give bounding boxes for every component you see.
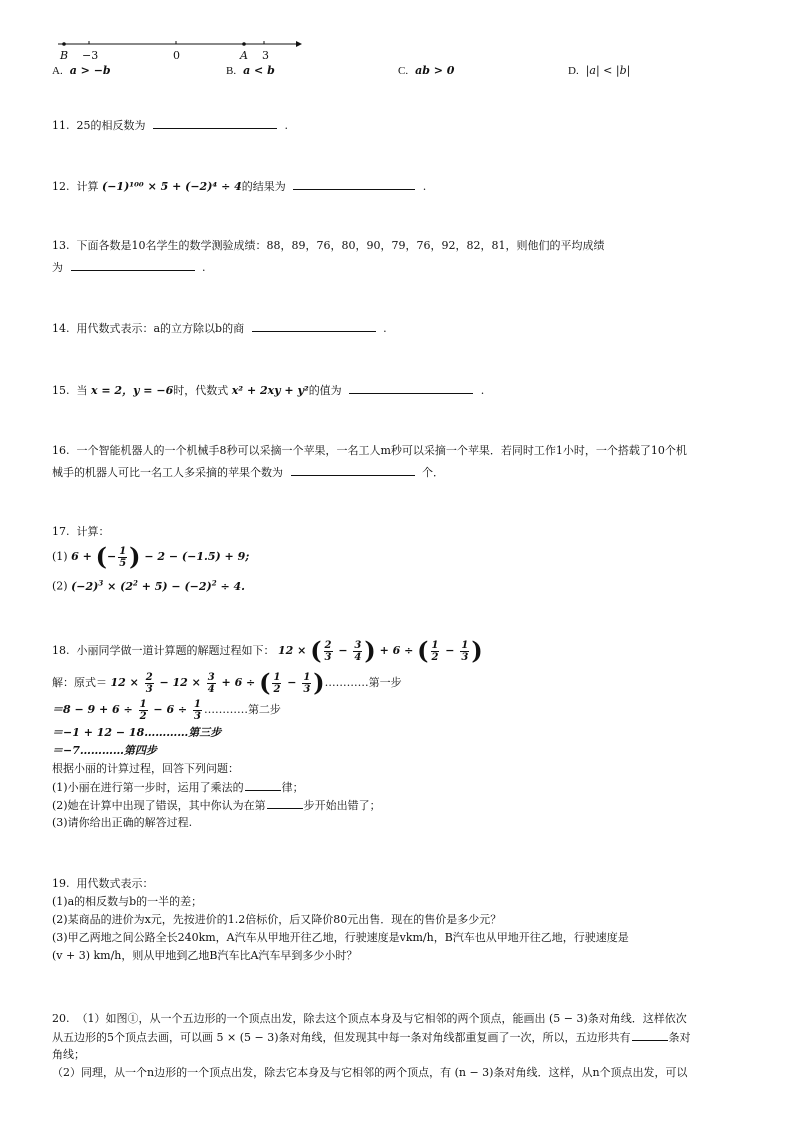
answer-blank[interactable] xyxy=(71,259,195,271)
question-11: 11. 25的相反数为 . xyxy=(52,119,288,132)
number-line-arrow xyxy=(296,41,302,47)
answer-blank[interactable] xyxy=(252,320,376,332)
answer-blank[interactable] xyxy=(349,382,473,394)
label-a: A xyxy=(240,49,248,62)
option-b: B. a < b xyxy=(226,64,275,77)
point-b-dot xyxy=(62,42,66,46)
question-19-title: 19. 用代数式表示： xyxy=(52,877,154,890)
question-13-line1: 13. 下面各数是10名学生的数学测验成绩：88，89，76，80，90，79，76，92，82，81，则他们的平均成绩 xyxy=(52,239,605,252)
question-18-sub1: (1)小丽在进行第一步时，运用了乘法的 律； xyxy=(52,781,304,794)
answer-blank[interactable] xyxy=(245,779,281,791)
question-18-intro: 18. 小丽同学做一道计算题的解题过程如下： 12 × ( $\frac{2}{3}$ − $\frac{3}{4}$ ) + 6 ÷ ( $\frac{1}{2}$ − $\frac{1}{3}$ ) xyxy=(52,636,483,665)
question-18-sub3: (3)请你给出正确的解答过程. xyxy=(52,816,193,829)
question-20-line2: 从五边形的5个顶点去画，可以画 5 × (5 − 3)条对角线，但发现其中每一条对角线都重复画了一次，所以，五边形共有 条对 xyxy=(52,1031,691,1044)
question-18-step2: ＝8 − 9 + 6 ÷ $\frac{1}{2}$ − 6 ÷ $\frac{1}{3}$ …………第二步 xyxy=(52,698,281,722)
question-20-line4: （2）同理，从一个n边形的一个顶点出发，除去它本身及与它相邻的两个顶点，有 (n − 3)条对角线．这样，从n个顶点出发，可以 xyxy=(52,1066,688,1079)
question-19-sub2: (2)某商品的进价为x元，先按进价的1.2倍标价，后又降价80元出售．现在的售价是多少元？ xyxy=(52,913,502,926)
question-17-part1: (1) 6 + (− $\frac{1}{5}$ ) − 2 − (−1.5) + 9; xyxy=(52,542,250,571)
answer-blank[interactable] xyxy=(632,1029,668,1041)
question-13-line2: 为 . xyxy=(52,261,206,274)
question-16-line2: 械手的机器人可比一名工人多采摘的苹果个数为 个． xyxy=(52,466,444,479)
question-17-part2: (2) $(-2)^3 \times (2^2 + 5) - (-2)^2 \div 4$. xyxy=(52,578,245,593)
label-neg3: −3 xyxy=(82,49,99,62)
question-20-line1: 20. （1）如图①，从一个五边形的一个顶点出发，除去这个顶点本身及与它相邻的两个顶点，能画出 (5 − 3)条对角线．这样依次 xyxy=(52,1012,687,1025)
question-18-step3: ＝−1 + 12 − 18…………第三步 xyxy=(52,726,222,739)
point-a-dot xyxy=(242,42,246,46)
question-19-sub3-line2: (v + 3) km/h，则从甲地到乙地B汽车比A汽车早到多少小时？ xyxy=(52,949,358,962)
question-18-sub2: (2)她在计算中出现了错误，其中你认为在第 步开始出错了； xyxy=(52,799,381,812)
question-12: 12. 计算 (−1)¹⁰⁰ × 5 + (−2)⁴ ÷ 4的结果为 . xyxy=(52,180,427,193)
question-19-sub3-line1: (3)甲乙两地之间公路全长240km，A汽车从甲地开往乙地，行驶速度是vkm/h，B汽车也从甲地开往乙地，行驶速度是 xyxy=(52,931,629,944)
label-zero: 0 xyxy=(173,49,180,62)
label-three: 3 xyxy=(262,49,269,62)
question-18-step1: 解：原式＝ 12 × $\frac{2}{3}$ − 12 × $\frac{3}{4}$ + 6 ÷ ( $\frac{1}{2}$ − $\frac{1}{3}$ )…………第一步 xyxy=(52,668,402,697)
question-14: 14. 用代数式表示：a的立方除以b的商 . xyxy=(52,322,387,335)
question-18-step4: ＝−7…………第四步 xyxy=(52,744,157,757)
option-c: C. ab > 0 xyxy=(398,64,455,77)
question-20-line3: 角线； xyxy=(52,1048,85,1061)
question-19-sub1: (1)a的相反数与b的一半的差； xyxy=(52,895,203,908)
question-18-ask: 根据小丽的计算过程，回答下列问题： xyxy=(52,762,239,775)
option-a: A. a > −b xyxy=(52,64,111,77)
answer-blank[interactable] xyxy=(293,178,415,190)
answer-blank[interactable] xyxy=(267,797,303,809)
question-17-title: 17. 计算： xyxy=(52,525,110,538)
question-16-line1: 16. 一个智能机器人的一个机械手8秒可以采摘一个苹果，一名工人m秒可以采摘一个苹果．若同时工作1小时，一个搭载了10个机 xyxy=(52,444,687,457)
option-d: D. |a| < |b| xyxy=(568,64,631,77)
answer-blank[interactable] xyxy=(153,117,277,129)
question-15: 15. 当 x = 2，y = −6时，代数式 x² + 2xy + y²的值为 . xyxy=(52,384,485,397)
answer-blank[interactable] xyxy=(291,464,415,476)
label-b: B xyxy=(60,49,69,62)
